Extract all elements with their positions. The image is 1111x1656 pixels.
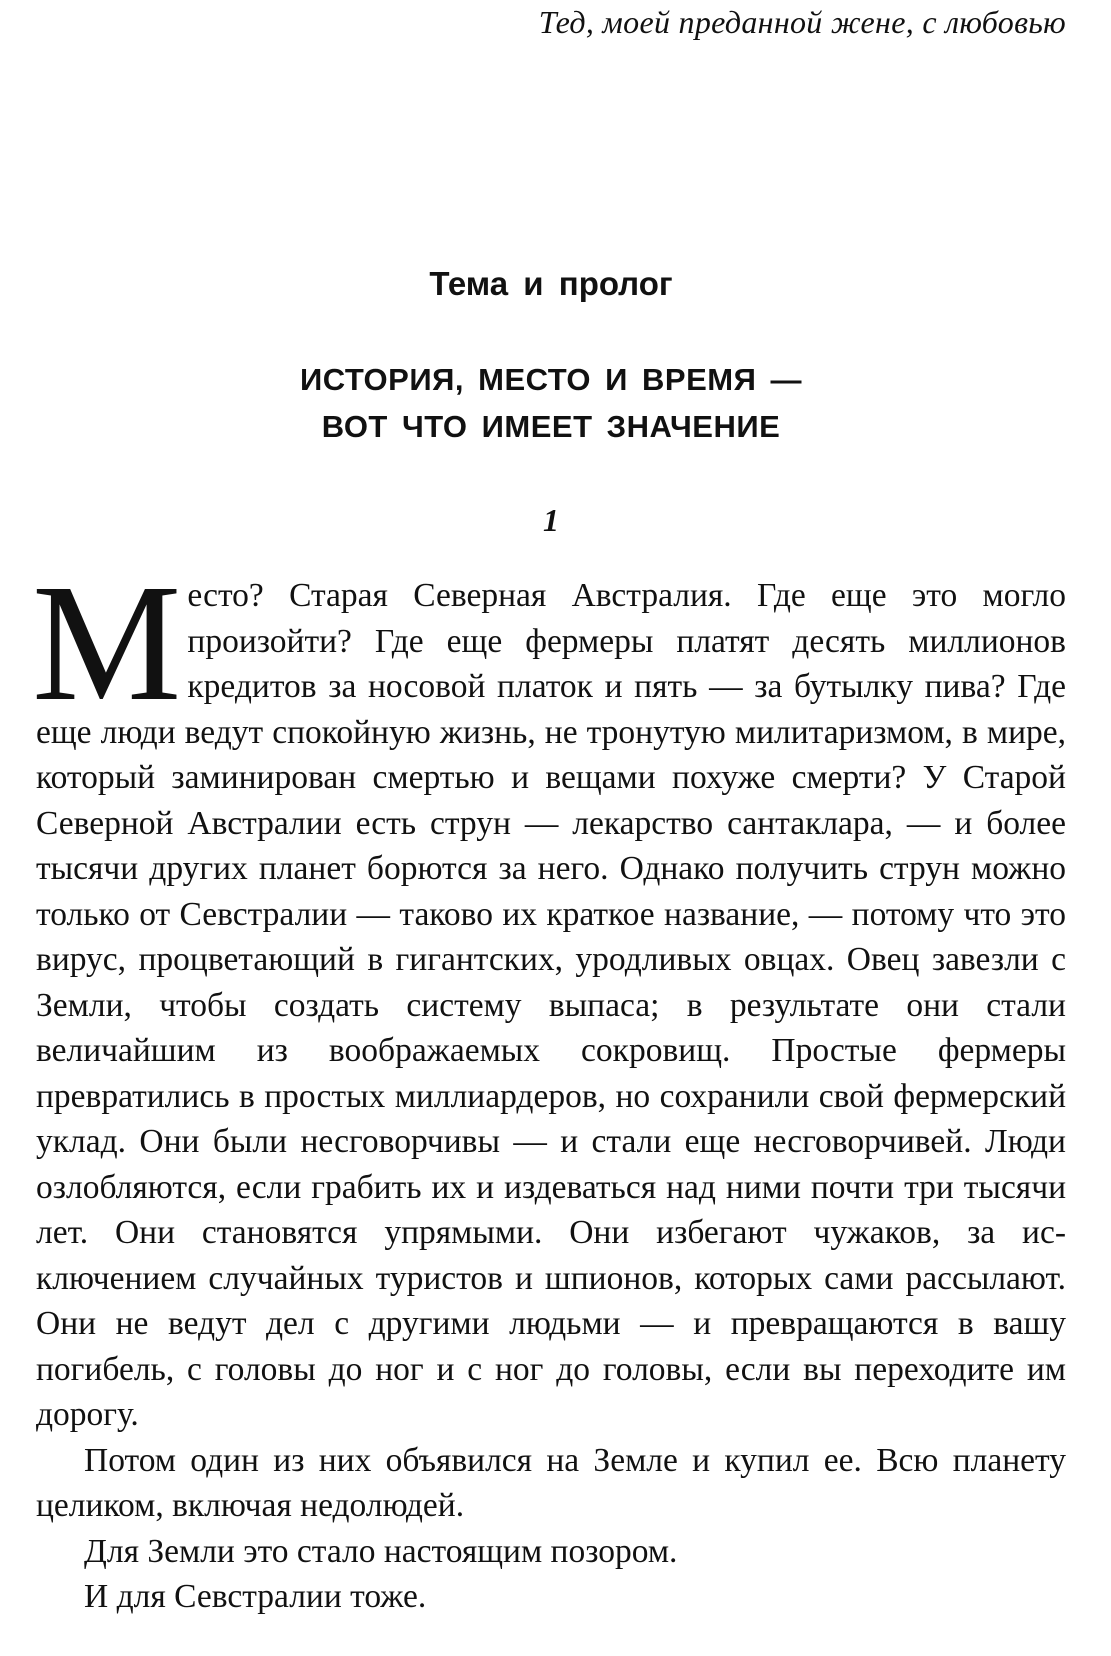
book-page (32, 0, 1066, 1656)
section-title: Тема и пролог (429, 265, 673, 302)
paragraph-1-text: есто? Старая Северная Австралия. Где еще это могло произойти? Где еще фермеры платят десять миллионов кредитов за носовой платок и пять — за бутылку пива? Где еще люди ведут спокойную жизнь, не тронутую милитаризмом, в мире, который заминирован смертью и вещами похуже смерти? У Старой Северной Австралии есть струн — лекарство сантаклара, — и более тысячи других планет борются за него. Однако получить струн можно только от Севстралии — таково их краткое название, — потому что это вирус, процветающий в гигантских, уродливых овцах. Овец завезли с Земли, чтобы создать систему выпаса; в результате они стали величайшим из воображаемых сокровищ. Простые фермеры превратились в простых миллиардеров, но сохранили свой фермерский уклад. Они были несговорчивы — и стали еще несговорчивей. Люди озлобляются, если грабить их и издеваться над ними почти три тысячи лет. Они становятся упрямыми. Они избегают чужаков, за исключением случайных туристов и шпионов, которых сами рассылают. Они не ведут дел с другими людьми — и превращаются в вашу погибель, с головы до ног и с ног до головы, если вы переходите им дорогу. (36, 577, 1066, 1433)
chapter-heading (36, 356, 1066, 450)
drop-cap: М (32, 550, 182, 736)
dedication: Тед, моей преданной жене, с любовью (538, 4, 1066, 40)
chapter-heading-line-1: ИСТОРИЯ, МЕСТО И ВРЕМЯ — (300, 362, 802, 397)
body-text (32, 550, 1066, 1620)
chapter-number: 1 (543, 502, 559, 538)
chapter-heading-line-2: ВОТ ЧТО ИМЕЕТ ЗНАЧЕНИЕ (321, 409, 781, 444)
paragraph-1 (32, 550, 1066, 1438)
paragraph-4: И для Севстралии тоже. (84, 1578, 427, 1615)
paragraph-3: Для Земли это стало настоящим позором. (84, 1532, 678, 1570)
paragraph-2: Потом один из них объявился на Земле и купил ее. Всю планету целиком, включая недолюдей. (36, 1441, 1066, 1524)
